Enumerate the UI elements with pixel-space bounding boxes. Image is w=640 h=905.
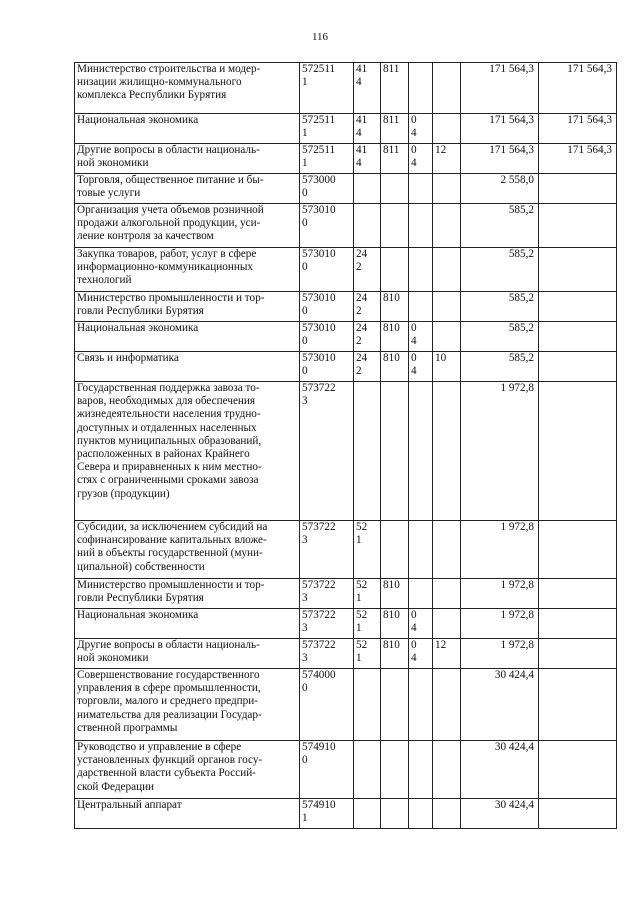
- item-name-line: ципальной) собственности: [77, 560, 205, 573]
- expense-type-line: 1: [356, 592, 362, 605]
- item-name-cell: [75, 292, 300, 322]
- item-name-cell: [75, 579, 300, 609]
- agency-code-cell: [381, 204, 409, 248]
- section-cell: [409, 248, 433, 292]
- expense-type-line: 52: [356, 521, 368, 533]
- agency-code-line: 811: [383, 144, 400, 156]
- section-line: 0: [411, 114, 417, 126]
- target-code-cell: [300, 248, 354, 292]
- expense-type-line: 52: [356, 639, 368, 651]
- subsection-cell: [433, 144, 461, 174]
- target-code-line: 0: [302, 187, 308, 200]
- item-name-line: комплекса Республики Бурятия: [77, 89, 227, 102]
- target-code-line: 573722: [302, 579, 336, 591]
- expense-type-line: 1: [356, 622, 362, 635]
- item-name-line: софинансирование капитальных вложе-: [77, 534, 267, 547]
- item-name-line: грузов (продукции): [77, 487, 170, 500]
- subsection-cell: [433, 639, 461, 669]
- target-code-line: 574910: [302, 799, 336, 811]
- item-name-line: Торговля, общественное питание и бы-: [77, 174, 264, 186]
- section-cell: [409, 292, 433, 322]
- target-code-cell: [300, 204, 354, 248]
- agency-code-cell: [381, 799, 409, 829]
- expense-type-line: 41: [356, 63, 368, 75]
- target-code-line: 1: [302, 76, 308, 89]
- amount-cell: 171 564,3: [461, 114, 539, 144]
- amount-cell: 1 972,8: [461, 579, 539, 609]
- target-code-line: 573010: [302, 292, 336, 304]
- amount-cell: 171 564,3: [461, 63, 539, 114]
- expense-type-cell: [354, 114, 381, 144]
- section-line: 0: [411, 322, 417, 334]
- section-line: 4: [411, 622, 417, 635]
- item-name-cell: [75, 63, 300, 114]
- item-name-line: низации жилищно-коммунального: [77, 76, 242, 89]
- item-name-line: говли Республики Бурятия: [77, 305, 204, 318]
- amount-cell: 1 972,8: [461, 609, 539, 639]
- target-code-line: 0: [302, 335, 308, 348]
- expense-type-line: 4: [356, 157, 362, 170]
- subsection-cell: [433, 63, 461, 114]
- item-name-line: ной экономики: [77, 652, 149, 665]
- item-name-line: Министерство промышленности и тор-: [77, 579, 265, 591]
- item-name-cell: [75, 322, 300, 352]
- table-body: [75, 63, 617, 829]
- item-name-line: говли Республики Бурятия: [77, 592, 204, 605]
- amount-cell: 585,2: [461, 322, 539, 352]
- expense-type-line: 24: [356, 292, 368, 304]
- table-row: [75, 144, 617, 174]
- item-name-line: управления в сфере промышленности,: [77, 682, 261, 695]
- expense-type-line: 24: [356, 322, 368, 334]
- item-name-line: Другие вопросы в области националь-: [77, 639, 260, 651]
- expense-type-cell: [354, 579, 381, 609]
- item-name-line: Государственная поддержка завоза то-: [77, 382, 260, 394]
- target-code-line: 0: [302, 365, 308, 378]
- target-code-cell: [300, 352, 354, 382]
- amount-next-cell: [539, 669, 617, 741]
- section-cell: [409, 799, 433, 829]
- target-code-line: 1: [302, 157, 308, 170]
- item-name-line: Министерство строительства и модер-: [77, 63, 261, 75]
- item-name-line: варов, необходимых для обеспечения: [77, 395, 256, 408]
- subsection-cell: [433, 521, 461, 579]
- target-code-cell: [300, 639, 354, 669]
- table-row: [75, 579, 617, 609]
- section-cell: [409, 174, 433, 204]
- table-row: [75, 639, 617, 669]
- subsection-cell: [433, 382, 461, 521]
- expense-type-line: 1: [356, 534, 362, 547]
- amount-cell: 1 972,8: [461, 521, 539, 579]
- agency-code-cell: [381, 144, 409, 174]
- target-code-cell: [300, 292, 354, 322]
- expense-type-cell: [354, 521, 381, 579]
- section-line: 0: [411, 609, 417, 621]
- target-code-cell: [300, 741, 354, 799]
- item-name-cell: [75, 144, 300, 174]
- expense-type-line: 41: [356, 144, 368, 156]
- table-row: [75, 521, 617, 579]
- item-name-line: ний в объекты государственной (муни-: [77, 547, 263, 560]
- expense-type-cell: [354, 248, 381, 292]
- section-cell: [409, 114, 433, 144]
- expense-type-line: 2: [356, 261, 362, 274]
- target-code-line: 573722: [302, 382, 336, 394]
- table-row: [75, 609, 617, 639]
- item-name-cell: [75, 114, 300, 144]
- section-cell: [409, 669, 433, 741]
- target-code-line: 3: [302, 534, 308, 547]
- target-code-line: 574000: [302, 669, 336, 681]
- target-code-cell: [300, 63, 354, 114]
- subsection-cell: [433, 174, 461, 204]
- section-line: 4: [411, 365, 417, 378]
- expense-type-cell: [354, 639, 381, 669]
- item-name-line: Совершенствование государственного: [77, 669, 260, 681]
- target-code-cell: [300, 669, 354, 741]
- expense-type-cell: [354, 669, 381, 741]
- expense-type-line: 4: [356, 76, 362, 89]
- agency-code-cell: [381, 609, 409, 639]
- table-row: [75, 799, 617, 829]
- expense-type-cell: [354, 352, 381, 382]
- amount-cell: 585,2: [461, 204, 539, 248]
- amount-next-cell: [539, 741, 617, 799]
- table-row: [75, 63, 617, 114]
- target-code-cell: [300, 382, 354, 521]
- amount-next-cell: [539, 292, 617, 322]
- expense-type-cell: [354, 799, 381, 829]
- expense-type-line: 41: [356, 114, 368, 126]
- agency-code-line: 810: [383, 579, 400, 591]
- item-name-line: Другие вопросы в области националь-: [77, 144, 260, 156]
- agency-code-line: 810: [383, 639, 400, 651]
- item-name-line: Национальная экономика: [77, 114, 199, 126]
- table-row: [75, 114, 617, 144]
- page-number: 116: [311, 31, 329, 43]
- agency-code-line: 810: [383, 352, 400, 364]
- item-name-line: ственной программы: [77, 721, 178, 734]
- amount-next-cell: 171 564,3: [539, 63, 617, 114]
- item-name-line: Руководство и управление в сфере: [77, 741, 242, 753]
- target-code-cell: [300, 609, 354, 639]
- item-name-line: Национальная экономика: [77, 609, 199, 621]
- target-code-cell: [300, 521, 354, 579]
- target-code-line: 572511: [302, 114, 336, 126]
- agency-code-line: 810: [383, 292, 400, 304]
- amount-cell: 1 972,8: [461, 639, 539, 669]
- amount-next-cell: 171 564,3: [539, 144, 617, 174]
- item-name-cell: [75, 521, 300, 579]
- amount-next-cell: [539, 248, 617, 292]
- target-code-line: 0: [302, 305, 308, 318]
- section-line: 4: [411, 127, 417, 140]
- section-line: 0: [411, 639, 417, 651]
- subsection-cell: [433, 292, 461, 322]
- item-name-cell: [75, 741, 300, 799]
- subsection-cell: [433, 322, 461, 352]
- target-code-line: 0: [302, 261, 308, 274]
- expense-type-cell: [354, 63, 381, 114]
- target-code-line: 573010: [302, 204, 336, 216]
- item-name-cell: [75, 248, 300, 292]
- item-name-line: дарственной власти субъекта Россий-: [77, 767, 256, 780]
- target-code-cell: [300, 579, 354, 609]
- amount-next-cell: [539, 639, 617, 669]
- target-code-line: 573010: [302, 248, 336, 260]
- agency-code-cell: [381, 352, 409, 382]
- item-name-cell: [75, 639, 300, 669]
- target-code-cell: [300, 174, 354, 204]
- section-cell: [409, 382, 433, 521]
- item-name-line: установленных функций органов госу-: [77, 754, 263, 767]
- amount-cell: 585,2: [461, 292, 539, 322]
- section-line: 4: [411, 157, 417, 170]
- subsection-cell: [433, 114, 461, 144]
- expense-type-cell: [354, 322, 381, 352]
- section-line: 0: [411, 144, 417, 156]
- agency-code-cell: [381, 63, 409, 114]
- agency-code-line: 811: [383, 114, 400, 126]
- amount-cell: 585,2: [461, 352, 539, 382]
- table-row: [75, 322, 617, 352]
- item-name-line: ной экономики: [77, 157, 149, 170]
- table-row: [75, 174, 617, 204]
- subsection-line: 12: [435, 144, 447, 156]
- agency-code-line: 810: [383, 609, 400, 621]
- table-row: [75, 382, 617, 521]
- amount-cell: 30 424,4: [461, 669, 539, 741]
- subsection-cell: [433, 579, 461, 609]
- expense-type-line: 4: [356, 127, 362, 140]
- section-cell: [409, 521, 433, 579]
- item-name-line: Севера и приравненных к ним местно-: [77, 461, 262, 474]
- section-cell: [409, 352, 433, 382]
- agency-code-cell: [381, 248, 409, 292]
- section-cell: [409, 144, 433, 174]
- amount-next-cell: [539, 382, 617, 521]
- amount-next-cell: [539, 799, 617, 829]
- amount-next-cell: [539, 352, 617, 382]
- item-name-line: нимательства для реализации Государ-: [77, 708, 262, 721]
- amount-cell: 30 424,4: [461, 741, 539, 799]
- table-row: [75, 248, 617, 292]
- expense-type-cell: [354, 292, 381, 322]
- subsection-cell: [433, 609, 461, 639]
- expense-type-line: 2: [356, 335, 362, 348]
- target-code-line: 573010: [302, 352, 336, 364]
- item-name-cell: [75, 174, 300, 204]
- section-cell: [409, 579, 433, 609]
- expense-type-line: 2: [356, 305, 362, 318]
- target-code-line: 0: [302, 754, 308, 767]
- target-code-line: 573722: [302, 609, 336, 621]
- agency-code-cell: [381, 322, 409, 352]
- section-line: 0: [411, 352, 417, 364]
- section-cell: [409, 639, 433, 669]
- target-code-line: 573722: [302, 639, 336, 651]
- target-code-line: 3: [302, 622, 308, 635]
- item-name-cell: [75, 204, 300, 248]
- target-code-line: 0: [302, 217, 308, 230]
- expense-type-line: 24: [356, 248, 368, 260]
- agency-code-cell: [381, 382, 409, 521]
- item-name-line: пунктов муниципальных образований,: [77, 434, 262, 447]
- subsection-cell: [433, 352, 461, 382]
- item-name-line: Национальная экономика: [77, 322, 199, 334]
- target-code-line: 572511: [302, 144, 336, 156]
- budget-table: [74, 62, 617, 829]
- table-row: [75, 204, 617, 248]
- amount-next-cell: [539, 521, 617, 579]
- subsection-cell: [433, 741, 461, 799]
- item-name-cell: [75, 609, 300, 639]
- expense-type-cell: [354, 174, 381, 204]
- target-code-cell: [300, 799, 354, 829]
- target-code-line: 3: [302, 592, 308, 605]
- amount-cell: 585,2: [461, 248, 539, 292]
- agency-code-cell: [381, 579, 409, 609]
- item-name-line: расположенных в районах Крайнего: [77, 448, 250, 461]
- subsection-cell: [433, 204, 461, 248]
- item-name-cell: [75, 669, 300, 741]
- item-name-line: Организация учета объемов розничной: [77, 204, 264, 216]
- amount-next-cell: [539, 579, 617, 609]
- item-name-line: товые услуги: [77, 187, 141, 200]
- subsection-line: 12: [435, 639, 447, 651]
- agency-code-cell: [381, 741, 409, 799]
- target-code-cell: [300, 114, 354, 144]
- table-row: [75, 292, 617, 322]
- expense-type-cell: [354, 741, 381, 799]
- subsection-cell: [433, 248, 461, 292]
- amount-cell: 2 558,0: [461, 174, 539, 204]
- item-name-line: торговли, малого и среднего предпри-: [77, 695, 258, 708]
- agency-code-cell: [381, 521, 409, 579]
- item-name-line: продажи алкогольной продукции, уси-: [77, 217, 261, 230]
- section-line: 4: [411, 652, 417, 665]
- expense-type-cell: [354, 144, 381, 174]
- amount-cell: 1 972,8: [461, 382, 539, 521]
- agency-code-line: 811: [383, 63, 400, 75]
- target-code-cell: [300, 322, 354, 352]
- expense-type-line: 52: [356, 579, 368, 591]
- item-name-line: Связь и информатика: [77, 352, 179, 364]
- item-name-line: технологий: [77, 274, 132, 287]
- section-cell: [409, 204, 433, 248]
- target-code-line: 573000: [302, 174, 336, 186]
- item-name-line: Закупка товаров, работ, услуг в сфере: [77, 248, 257, 260]
- item-name-cell: [75, 799, 300, 829]
- item-name-line: информационно-коммуникационных: [77, 261, 253, 274]
- subsection-cell: [433, 799, 461, 829]
- amount-next-cell: 171 564,3: [539, 114, 617, 144]
- target-code-line: 572511: [302, 63, 336, 75]
- expense-type-cell: [354, 382, 381, 521]
- target-code-line: 574910: [302, 741, 336, 753]
- target-code-line: 573010: [302, 322, 336, 334]
- subsection-cell: [433, 669, 461, 741]
- target-code-line: 573722: [302, 521, 336, 533]
- expense-type-line: 24: [356, 352, 368, 364]
- agency-code-line: 810: [383, 322, 400, 334]
- target-code-line: 3: [302, 652, 308, 665]
- target-code-cell: [300, 144, 354, 174]
- item-name-cell: [75, 382, 300, 521]
- item-name-line: жизнедеятельности населения трудно-: [77, 408, 261, 421]
- amount-next-cell: [539, 204, 617, 248]
- item-name-line: Министерство промышленности и тор-: [77, 292, 265, 304]
- item-name-line: доступных и отдаленных населенных: [77, 421, 257, 434]
- table-row: [75, 352, 617, 382]
- table-row: [75, 669, 617, 741]
- amount-next-cell: [539, 174, 617, 204]
- expense-type-line: 2: [356, 365, 362, 378]
- agency-code-cell: [381, 114, 409, 144]
- amount-next-cell: [539, 609, 617, 639]
- section-cell: [409, 322, 433, 352]
- expense-type-cell: [354, 204, 381, 248]
- item-name-line: ской Федерации: [77, 780, 155, 793]
- target-code-line: 3: [302, 395, 308, 408]
- table-row: [75, 741, 617, 799]
- section-cell: [409, 609, 433, 639]
- expense-type-line: 52: [356, 609, 368, 621]
- item-name-line: стях с ограниченными сроками завоза: [77, 474, 259, 487]
- expense-type-line: 1: [356, 652, 362, 665]
- item-name-line: Центральный аппарат: [77, 799, 182, 811]
- amount-cell: 30 424,4: [461, 799, 539, 829]
- agency-code-cell: [381, 669, 409, 741]
- item-name-cell: [75, 352, 300, 382]
- target-code-line: 1: [302, 127, 308, 140]
- amount-next-cell: [539, 322, 617, 352]
- section-line: 4: [411, 335, 417, 348]
- agency-code-cell: [381, 639, 409, 669]
- section-cell: [409, 63, 433, 114]
- expense-type-cell: [354, 609, 381, 639]
- agency-code-cell: [381, 174, 409, 204]
- item-name-line: ление контроля за качеством: [77, 230, 214, 243]
- agency-code-cell: [381, 292, 409, 322]
- subsection-line: 10: [435, 352, 447, 364]
- item-name-line: Субсидии, за исключением субсидий на: [77, 521, 268, 533]
- target-code-line: 1: [302, 812, 308, 825]
- amount-cell: 171 564,3: [461, 144, 539, 174]
- target-code-line: 0: [302, 682, 308, 695]
- section-cell: [409, 741, 433, 799]
